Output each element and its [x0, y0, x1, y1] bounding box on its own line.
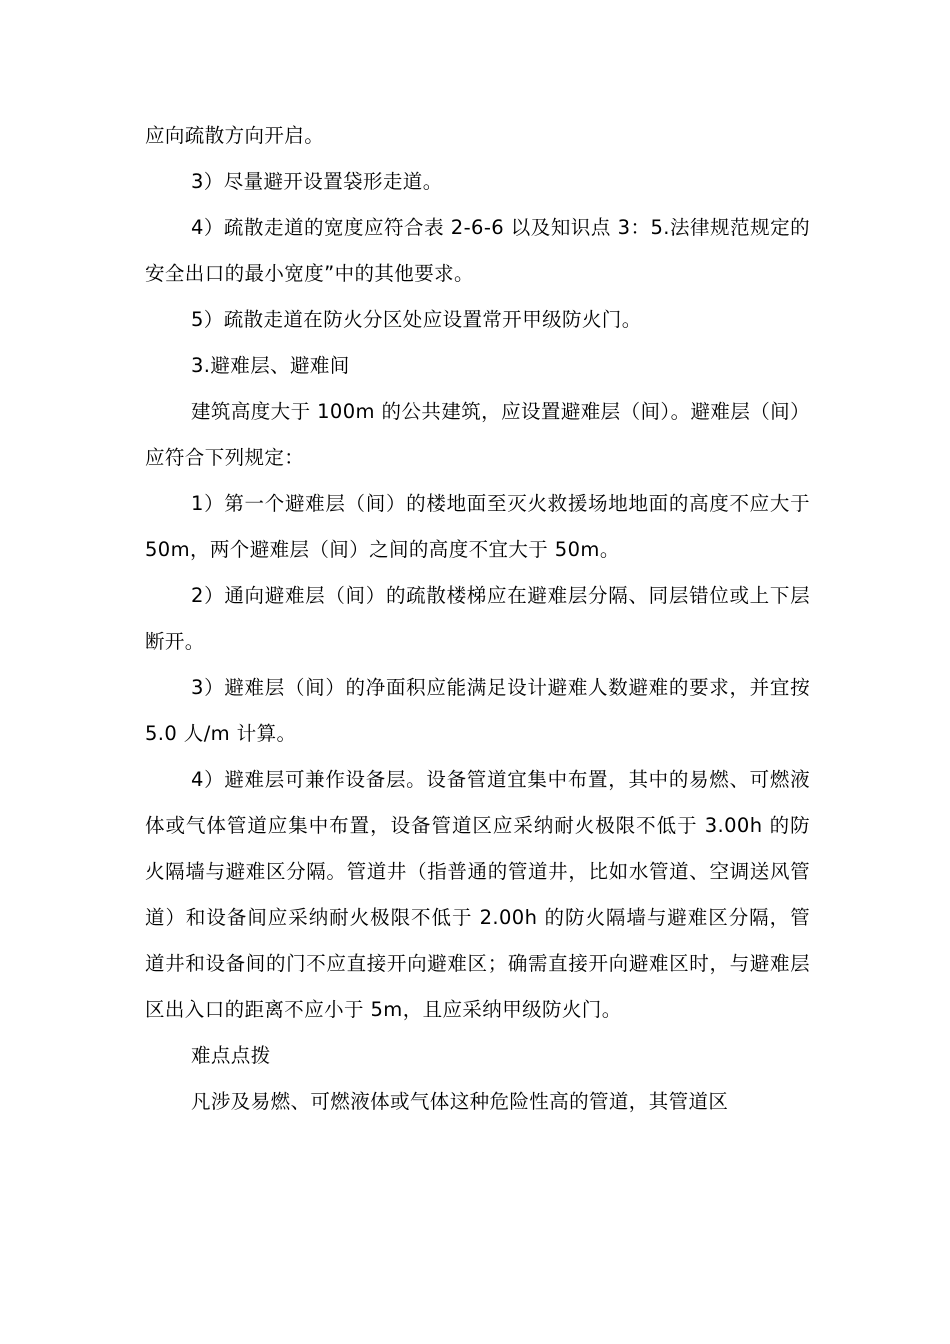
paragraph-refuge-item-3: 3）避难层（间）的净面积应能满足设计避难人数避难的要求，并宜按 5.0 人/m 计算。	[145, 676, 810, 745]
paragraph-continuation: 应向疏散方向开启。	[145, 124, 325, 147]
subheading-difficulty-tips: 难点点拨	[191, 1044, 271, 1067]
paragraph-refuge-intro: 建筑高度大于 100m 的公共建筑，应设置避难层（间）。避难层（间）应符合下列规定：	[145, 400, 810, 469]
section-heading-refuge-floor: 3.避难层、避难间	[191, 354, 350, 377]
paragraph-refuge-item-1: 1）第一个避难层（间）的楼地面至灭火救援场地地面的高度不应大于 50m，两个避难层（间）之间的高度不宜大于 50m。	[145, 492, 810, 561]
paragraph-item-5-fire-door: 5）疏散走道在防火分区处应设置常开甲级防火门。	[191, 308, 642, 331]
paragraph-refuge-item-2: 2）通向避难层（间）的疏散楼梯应在避难层分隔、同层错位或上下层断开。	[145, 584, 810, 653]
paragraph-item-4-corridor-width: 4）疏散走道的宽度应符合表 2-6-6 以及知识点 3：5.法律规范规定的安全出口的最小宽度”中的其他要求。	[145, 216, 810, 285]
paragraph-refuge-item-4: 4）避难层可兼作设备层。设备管道宜集中布置，其中的易燃、可燃液体或气体管道应集中布置，设备管道区应采纳耐火极限不低于 3.00h 的防火隔墙与避难区分隔。管道井（指普通的管道井，比如水管道、空调送风管道）和设备间应采纳耐火极限不低于 2.00h 的防火隔墙与避难区分隔，管道井和设备间的门不应直接开向避难区；确需直接开向避难区时，与避难层区出入口的距离不应小于 5m，且应采纳甲级防火门。	[145, 768, 810, 1021]
paragraph-difficulty-body: 凡涉及易燃、可燃液体或气体这种危险性高的管道，其管道区	[191, 1090, 729, 1113]
document-body	[145, 113, 810, 1125]
paragraph-item-3-avoid-dead-end: 3）尽量避开设置袋形走道。	[191, 170, 443, 193]
